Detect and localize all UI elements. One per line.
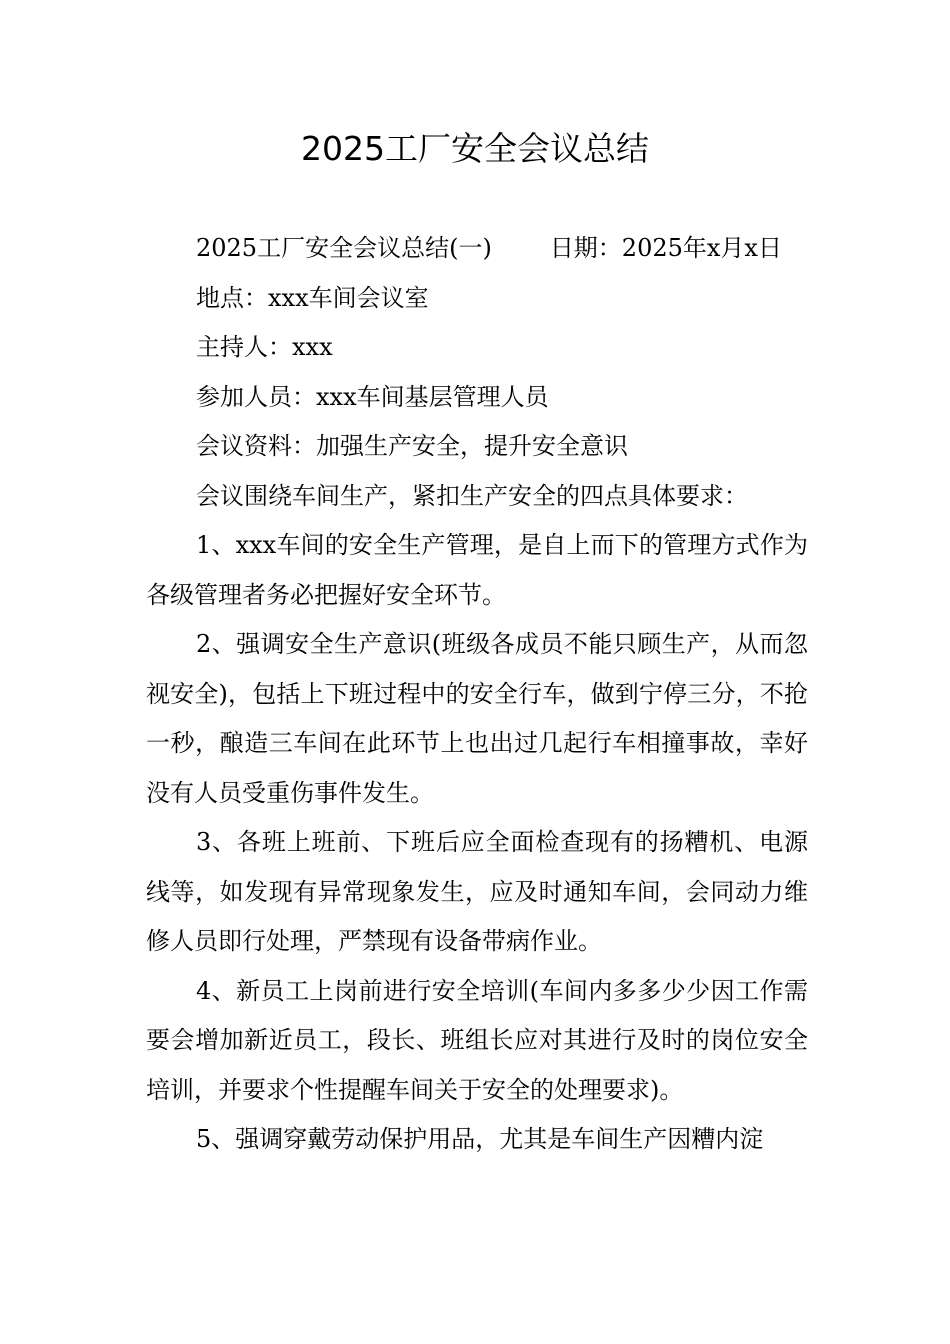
intro-paragraph <box>146 224 808 274</box>
intro-heading: 2025工厂安全会议总结(一) <box>196 234 492 262</box>
requirement-1: 1、xxx车间的安全生产管理，是自上而下的管理方式作为各级管理者务必把握好安全环节。 <box>146 531 808 609</box>
requirement-4: 4、新员工上岗前进行安全培训(车间内多多少少因工作需要会增加新近员工，段长、班组长应对其进行及时的岗位安全培训，并要求个性提醒车间关于安全的处理要求)。 <box>146 976 808 1104</box>
meeting-attendees: 参加人员：xxx车间基层管理人员 <box>196 382 549 411</box>
meeting-location: 地点：xxx车间会议室 <box>196 283 429 312</box>
requirement-2: 2、强调安全生产意识(班级各成员不能只顾生产，从而忽视安全)，包括上下班过程中的安全行车，做到宁停三分，不抢一秒，酿造三车间在此环节上也出过几起行车相撞事故，幸好没有人员受重伤事件发生。 <box>146 630 808 807</box>
requirement-3: 3、各班上班前、下班后应全面检查现有的扬糟机、电源线等，如发现有异常现象发生，应及时通知车间，会同动力维修人员即行处理，严禁现有设备带病作业。 <box>146 828 808 955</box>
meeting-host: 主持人：xxx <box>196 333 333 361</box>
requirement-5: 5、强调穿戴劳动保护用品，尤其是车间生产因糟内淀 <box>196 1125 764 1153</box>
meeting-date: 日期：2025年x月x日 <box>549 234 782 262</box>
meeting-materials: 会议资料：加强生产安全，提升安全意识 <box>196 432 628 460</box>
document-title: 2025工厂安全会议总结 <box>301 129 649 168</box>
document-body <box>146 224 808 1165</box>
meeting-summary: 会议围绕车间生产，紧扣生产安全的四点具体要求： <box>196 481 748 510</box>
